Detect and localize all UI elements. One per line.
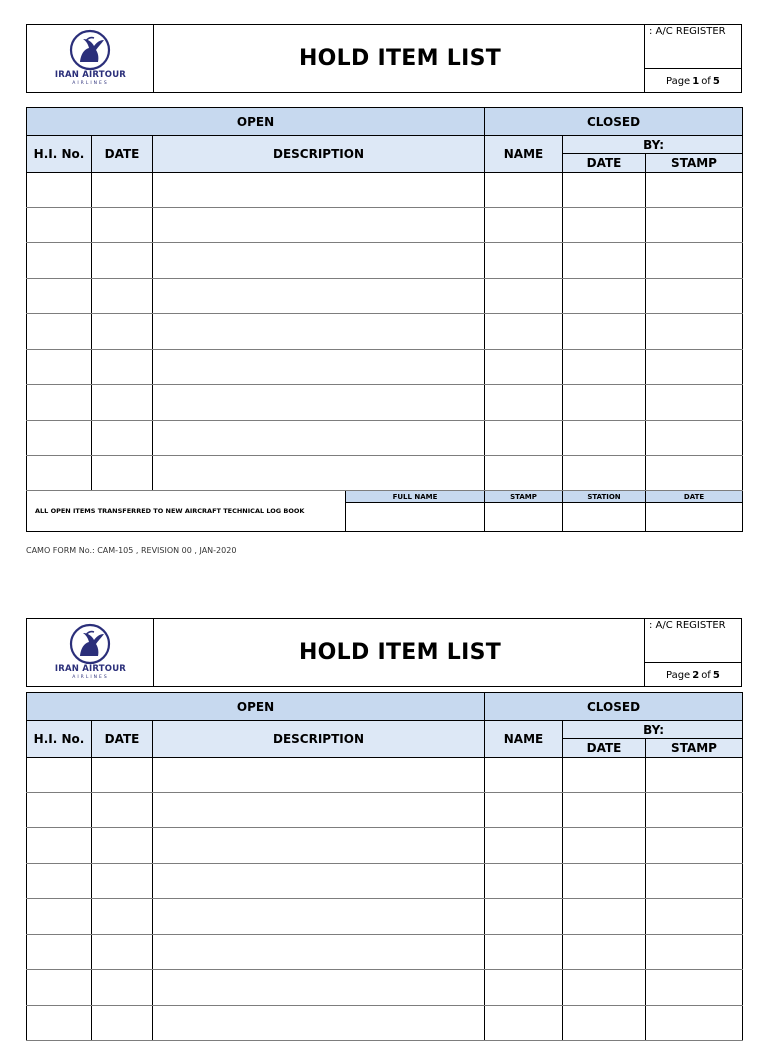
description-cell[interactable] (153, 173, 485, 208)
closed-date-cell[interactable] (563, 385, 646, 421)
name-cell[interactable] (485, 758, 563, 793)
page-indicator (645, 69, 741, 93)
closed-stamp-cell[interactable] (646, 456, 743, 491)
col-closed-by: BY: (563, 136, 743, 154)
footer-col-station: STATION (563, 491, 646, 503)
name-cell[interactable] (485, 350, 563, 385)
name-cell[interactable] (485, 793, 563, 828)
description-cell[interactable] (153, 385, 485, 421)
table-row (27, 935, 743, 970)
table-row (27, 279, 743, 314)
closed-stamp-cell[interactable] (646, 828, 743, 864)
page-indicator (645, 663, 741, 687)
closed-stamp-cell[interactable] (646, 279, 743, 314)
closed-stamp-cell[interactable] (646, 1006, 743, 1041)
date-cell[interactable] (92, 208, 153, 243)
hi-no-cell[interactable] (27, 421, 92, 456)
closed-stamp-cell[interactable] (646, 208, 743, 243)
table-row (27, 828, 743, 864)
hi-no-cell[interactable] (27, 793, 92, 828)
date-cell[interactable] (92, 1006, 153, 1041)
description-cell[interactable] (153, 350, 485, 385)
name-cell[interactable] (485, 173, 563, 208)
page-label: Page (666, 669, 691, 681)
hi-no-cell[interactable] (27, 314, 92, 350)
closed-date-cell[interactable] (563, 456, 646, 491)
col-hi-no: H.I. No. (27, 721, 92, 758)
closed-date-cell[interactable] (563, 828, 646, 864)
closed-stamp-cell[interactable] (646, 758, 743, 793)
date-cell[interactable] (92, 899, 153, 935)
header-side (644, 619, 741, 686)
transfer-statement: ALL OPEN ITEMS TRANSFERRED TO NEW AIRCRAFT TECHNICAL LOG BOOK (27, 491, 346, 532)
ac-register-field[interactable]: : A/C REGISTER (645, 619, 741, 663)
closed-date-cell[interactable] (563, 758, 646, 793)
description-cell[interactable] (153, 314, 485, 350)
name-cell[interactable] (485, 1006, 563, 1041)
hi-no-cell[interactable] (27, 385, 92, 421)
closed-date-cell[interactable] (563, 173, 646, 208)
description-cell[interactable] (153, 970, 485, 1006)
hi-no-cell[interactable] (27, 173, 92, 208)
name-cell[interactable] (485, 243, 563, 279)
closed-stamp-cell[interactable] (646, 421, 743, 456)
name-cell[interactable] (485, 385, 563, 421)
logo-sub-text: AIRLINES (72, 81, 109, 86)
col-closed-date: DATE (563, 739, 646, 758)
page-total: 5 (712, 669, 720, 681)
name-cell[interactable] (485, 279, 563, 314)
hi-no-cell[interactable] (27, 758, 92, 793)
hold-items-table (26, 107, 743, 532)
closed-section-header: CLOSED (485, 693, 743, 721)
col-name: NAME (485, 136, 563, 173)
description-cell[interactable] (153, 1006, 485, 1041)
col-name: NAME (485, 721, 563, 758)
closed-date-cell[interactable] (563, 243, 646, 279)
form-title: HOLD ITEM LIST (298, 46, 502, 71)
form-code-note: CAMO FORM No.: CAM-105 , REVISION 00 , JAN-2020 (26, 546, 237, 555)
hi-no-cell[interactable] (27, 243, 92, 279)
closed-stamp-cell[interactable] (646, 314, 743, 350)
form-header (26, 24, 742, 93)
closed-stamp-cell[interactable] (646, 173, 743, 208)
logo-sub-text: AIRLINES (72, 675, 109, 680)
closed-stamp-cell[interactable] (646, 793, 743, 828)
date-cell[interactable] (92, 793, 153, 828)
footer-col-date: DATE (646, 491, 743, 503)
table-row (27, 173, 743, 208)
closed-date-cell[interactable] (563, 1006, 646, 1041)
col-description: DESCRIPTION (153, 136, 485, 173)
hi-no-cell[interactable] (27, 935, 92, 970)
description-cell[interactable] (153, 828, 485, 864)
table-row (27, 243, 743, 279)
closed-date-cell[interactable] (563, 279, 646, 314)
description-cell[interactable] (153, 279, 485, 314)
name-cell[interactable] (485, 899, 563, 935)
description-cell[interactable] (153, 864, 485, 899)
table-row (27, 758, 743, 793)
col-closed-by: BY: (563, 721, 743, 739)
col-date: DATE (92, 721, 153, 758)
closed-date-cell[interactable] (563, 935, 646, 970)
date-cell[interactable] (92, 314, 153, 350)
table-row (27, 864, 743, 899)
closed-date-cell[interactable] (563, 208, 646, 243)
closed-date-cell[interactable] (563, 421, 646, 456)
open-section-header: OPEN (27, 108, 485, 136)
date-cell[interactable] (92, 828, 153, 864)
closed-stamp-cell[interactable] (646, 385, 743, 421)
closed-section-header: CLOSED (485, 108, 743, 136)
footer-col-full-name: FULL NAME (346, 491, 485, 503)
transfer-date-cell[interactable] (646, 503, 743, 532)
table-row (27, 456, 743, 491)
griffin-emblem-icon (67, 29, 113, 71)
table-row (27, 350, 743, 385)
transfer-full-name-cell[interactable] (346, 503, 485, 532)
form-header (26, 618, 742, 687)
closed-stamp-cell[interactable] (646, 935, 743, 970)
description-cell[interactable] (153, 758, 485, 793)
page-number: 1 (692, 75, 700, 87)
hi-no-cell[interactable] (27, 899, 92, 935)
table-row (27, 1006, 743, 1041)
page-number: 2 (692, 669, 700, 681)
closed-stamp-cell[interactable] (646, 350, 743, 385)
date-cell[interactable] (92, 350, 153, 385)
table-row (27, 385, 743, 421)
page-of: of (701, 75, 711, 87)
hi-no-cell[interactable] (27, 864, 92, 899)
closed-stamp-cell[interactable] (646, 970, 743, 1006)
description-cell[interactable] (153, 899, 485, 935)
date-cell[interactable] (92, 864, 153, 899)
hi-no-cell[interactable] (27, 1006, 92, 1041)
col-hi-no: H.I. No. (27, 136, 92, 173)
hi-no-cell[interactable] (27, 456, 92, 491)
description-cell[interactable] (153, 793, 485, 828)
table-row (27, 421, 743, 456)
closed-stamp-cell[interactable] (646, 864, 743, 899)
closed-stamp-cell[interactable] (646, 243, 743, 279)
closed-date-cell[interactable] (563, 314, 646, 350)
description-cell[interactable] (153, 208, 485, 243)
name-cell[interactable] (485, 314, 563, 350)
hi-no-cell[interactable] (27, 350, 92, 385)
date-cell[interactable] (92, 243, 153, 279)
table-row (27, 970, 743, 1006)
col-description: DESCRIPTION (153, 721, 485, 758)
open-section-header: OPEN (27, 693, 485, 721)
hi-no-cell[interactable] (27, 208, 92, 243)
transfer-station-cell[interactable] (563, 503, 646, 532)
form-title: HOLD ITEM LIST (298, 640, 502, 665)
footer-col-stamp: STAMP (485, 491, 563, 503)
closed-stamp-cell[interactable] (646, 899, 743, 935)
form-page-1 (26, 24, 742, 515)
date-cell[interactable] (92, 456, 153, 491)
form-page-2 (26, 618, 742, 755)
header-side (644, 25, 741, 92)
name-cell[interactable] (485, 864, 563, 899)
col-date: DATE (92, 136, 153, 173)
date-cell[interactable] (92, 970, 153, 1006)
logo-brand-text: IRAN AIRTOUR (54, 664, 127, 674)
col-closed-stamp: STAMP (646, 739, 743, 758)
transfer-stamp-cell[interactable] (485, 503, 563, 532)
name-cell[interactable] (485, 935, 563, 970)
closed-date-cell[interactable] (563, 350, 646, 385)
page-label: Page (666, 75, 691, 87)
date-cell[interactable] (92, 758, 153, 793)
page-total: 5 (712, 75, 720, 87)
table-row (27, 793, 743, 828)
hi-no-cell[interactable] (27, 970, 92, 1006)
name-cell[interactable] (485, 208, 563, 243)
company-logo (27, 25, 154, 92)
page-of: of (701, 669, 711, 681)
name-cell[interactable] (485, 970, 563, 1006)
col-closed-stamp: STAMP (646, 154, 743, 173)
hold-items-table (26, 692, 743, 1041)
closed-date-cell[interactable] (563, 864, 646, 899)
date-cell[interactable] (92, 173, 153, 208)
closed-date-cell[interactable] (563, 899, 646, 935)
date-cell[interactable] (92, 385, 153, 421)
table-row (27, 208, 743, 243)
closed-date-cell[interactable] (563, 793, 646, 828)
description-cell[interactable] (153, 456, 485, 491)
col-closed-date: DATE (563, 154, 646, 173)
date-cell[interactable] (92, 421, 153, 456)
description-cell[interactable] (153, 421, 485, 456)
table-row (27, 899, 743, 935)
name-cell[interactable] (485, 421, 563, 456)
description-cell[interactable] (153, 243, 485, 279)
ac-register-field[interactable]: : A/C REGISTER (645, 25, 741, 69)
company-logo (27, 619, 154, 686)
description-cell[interactable] (153, 935, 485, 970)
date-cell[interactable] (92, 935, 153, 970)
hi-no-cell[interactable] (27, 828, 92, 864)
date-cell[interactable] (92, 279, 153, 314)
logo-brand-text: IRAN AIRTOUR (54, 70, 127, 80)
table-row (27, 314, 743, 350)
griffin-emblem-icon (67, 623, 113, 665)
name-cell[interactable] (485, 456, 563, 491)
hi-no-cell[interactable] (27, 279, 92, 314)
closed-date-cell[interactable] (563, 970, 646, 1006)
name-cell[interactable] (485, 828, 563, 864)
